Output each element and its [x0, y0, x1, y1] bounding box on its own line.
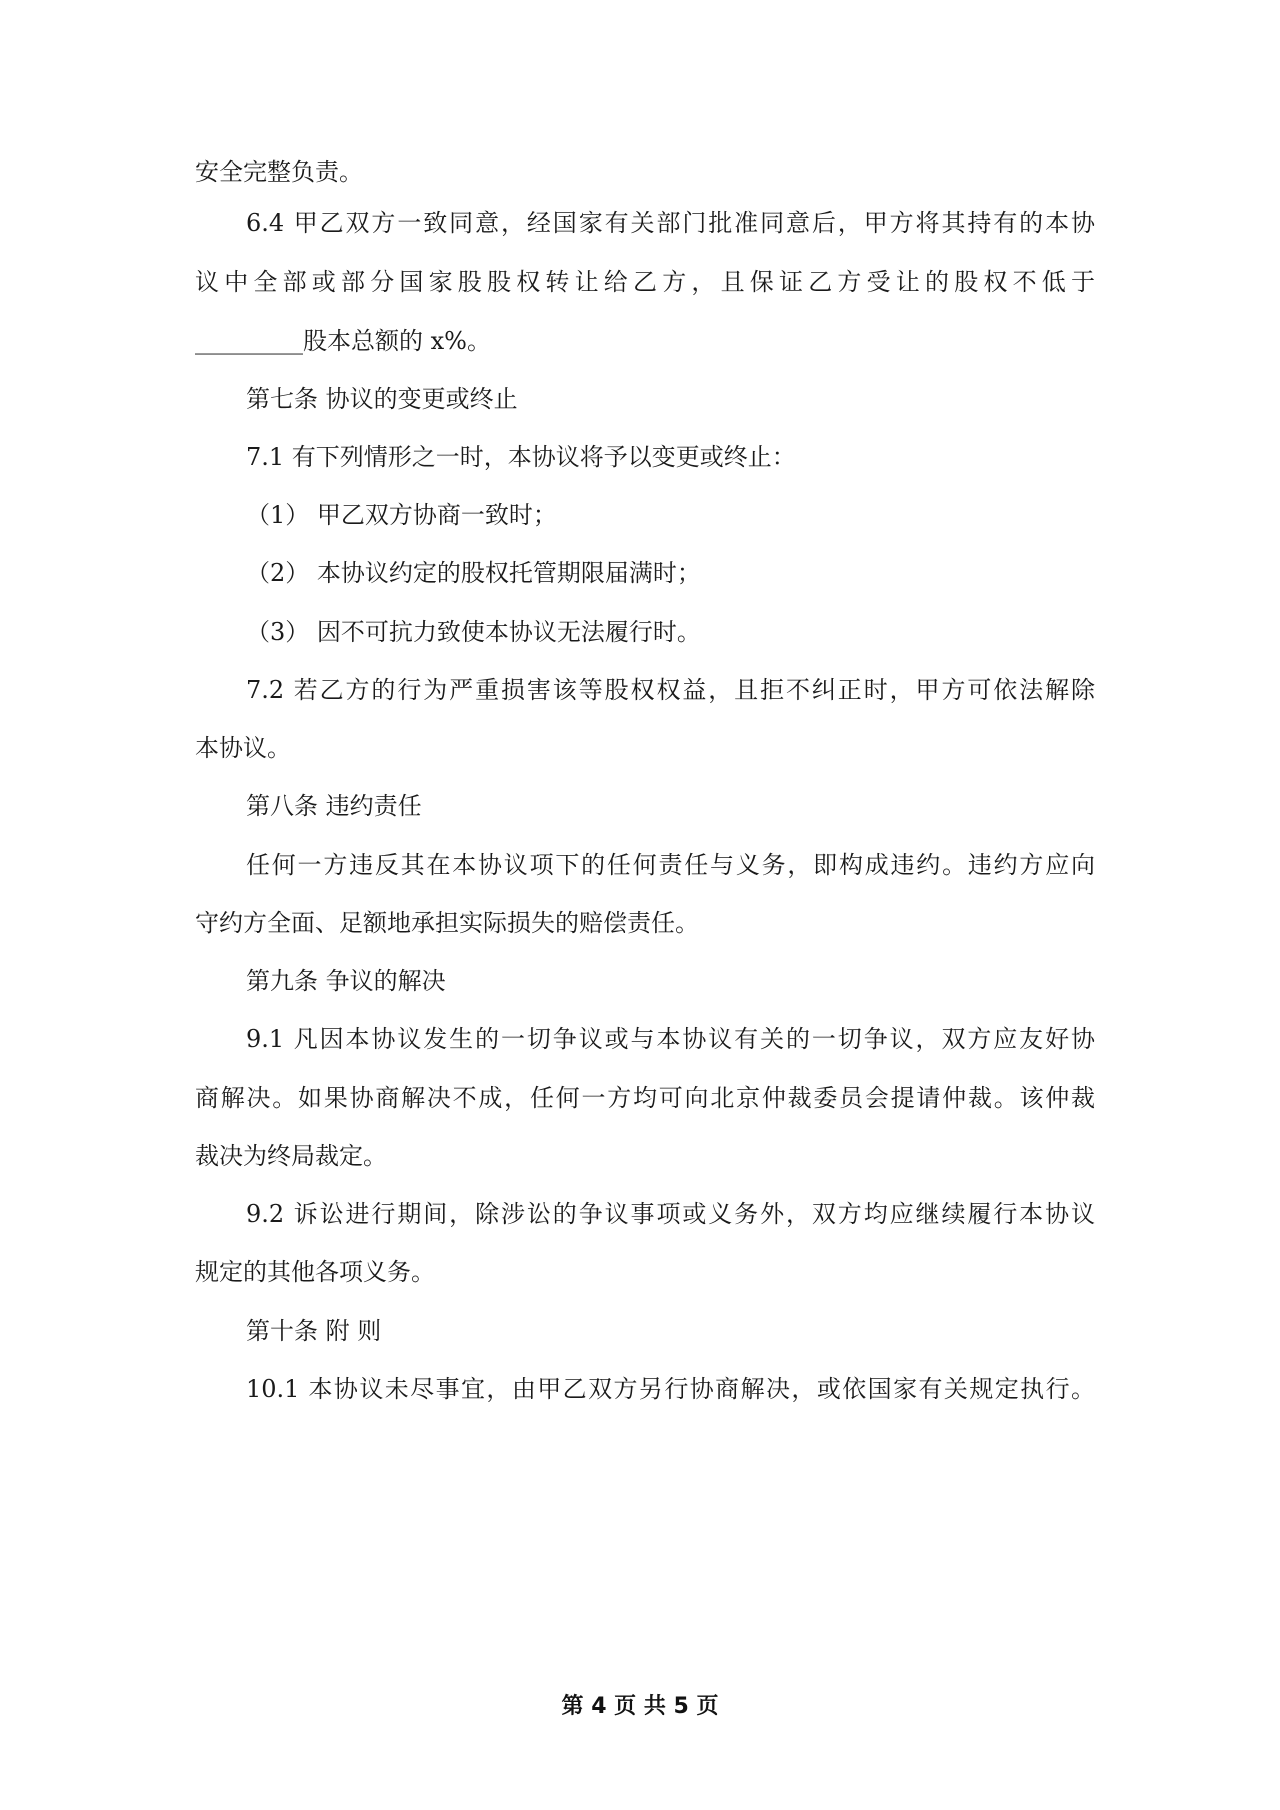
page-number: 第 4 页 共 5 页 — [561, 1694, 719, 1719]
text-line: 规定的其他各项义务。 — [195, 1258, 435, 1286]
text-line: 安全完整负责。 — [195, 158, 363, 186]
section-heading: 第十条 附 则 — [246, 1317, 382, 1345]
text-line: 任何一方违反其在本协议项下的任何责任与义务，即构成违约。违约方应向 — [246, 851, 1095, 879]
list-item: （3） 因不可抗力致使本协议无法履行时。 — [246, 618, 701, 646]
text-line: 本协议。 — [195, 734, 291, 762]
text-line: 议中全部或部分国家股股权转让给乙方，且保证乙方受让的股权不低于 — [195, 268, 1095, 296]
text-line: 6.4 甲乙双方一致同意，经国家有关部门批准同意后，甲方将其持有的本协 — [246, 209, 1095, 237]
text-line: 7.1 有下列情形之一时，本协议将予以变更或终止： — [246, 443, 796, 471]
text-line: 商解决。如果协商解决不成，任何一方均可向北京仲裁委员会提请仲裁。该仲裁 — [195, 1084, 1095, 1112]
list-item: （2） 本协议约定的股权托管期限届满时； — [246, 559, 701, 587]
text-line: 9.2 诉讼进行期间，除涉讼的争议事项或义务外，双方均应继续履行本协议 — [246, 1200, 1095, 1228]
text-line: 9.1 凡因本协议发生的一切争议或与本协议有关的一切争议，双方应友好协 — [246, 1025, 1095, 1053]
list-item: （1） 甲乙双方协商一致时； — [246, 501, 557, 529]
section-heading: 第九条 争议的解决 — [246, 967, 446, 995]
section-heading: 第七条 协议的变更或终止 — [246, 385, 518, 413]
text-line: 7.2 若乙方的行为严重损害该等股权权益，且拒不纠正时，甲方可依法解除 — [246, 676, 1095, 704]
text-line: 10.1 本协议未尽事宜，由甲乙双方另行协商解决，或依国家有关规定执行。 — [246, 1375, 1095, 1403]
text-line: 守约方全面、足额地承担实际损失的赔偿责任。 — [195, 909, 699, 937]
text-line: 裁决为终局裁定。 — [195, 1142, 387, 1170]
section-heading: 第八条 违约责任 — [246, 792, 422, 820]
text-line: _________股本总额的 x%。 — [195, 327, 491, 355]
